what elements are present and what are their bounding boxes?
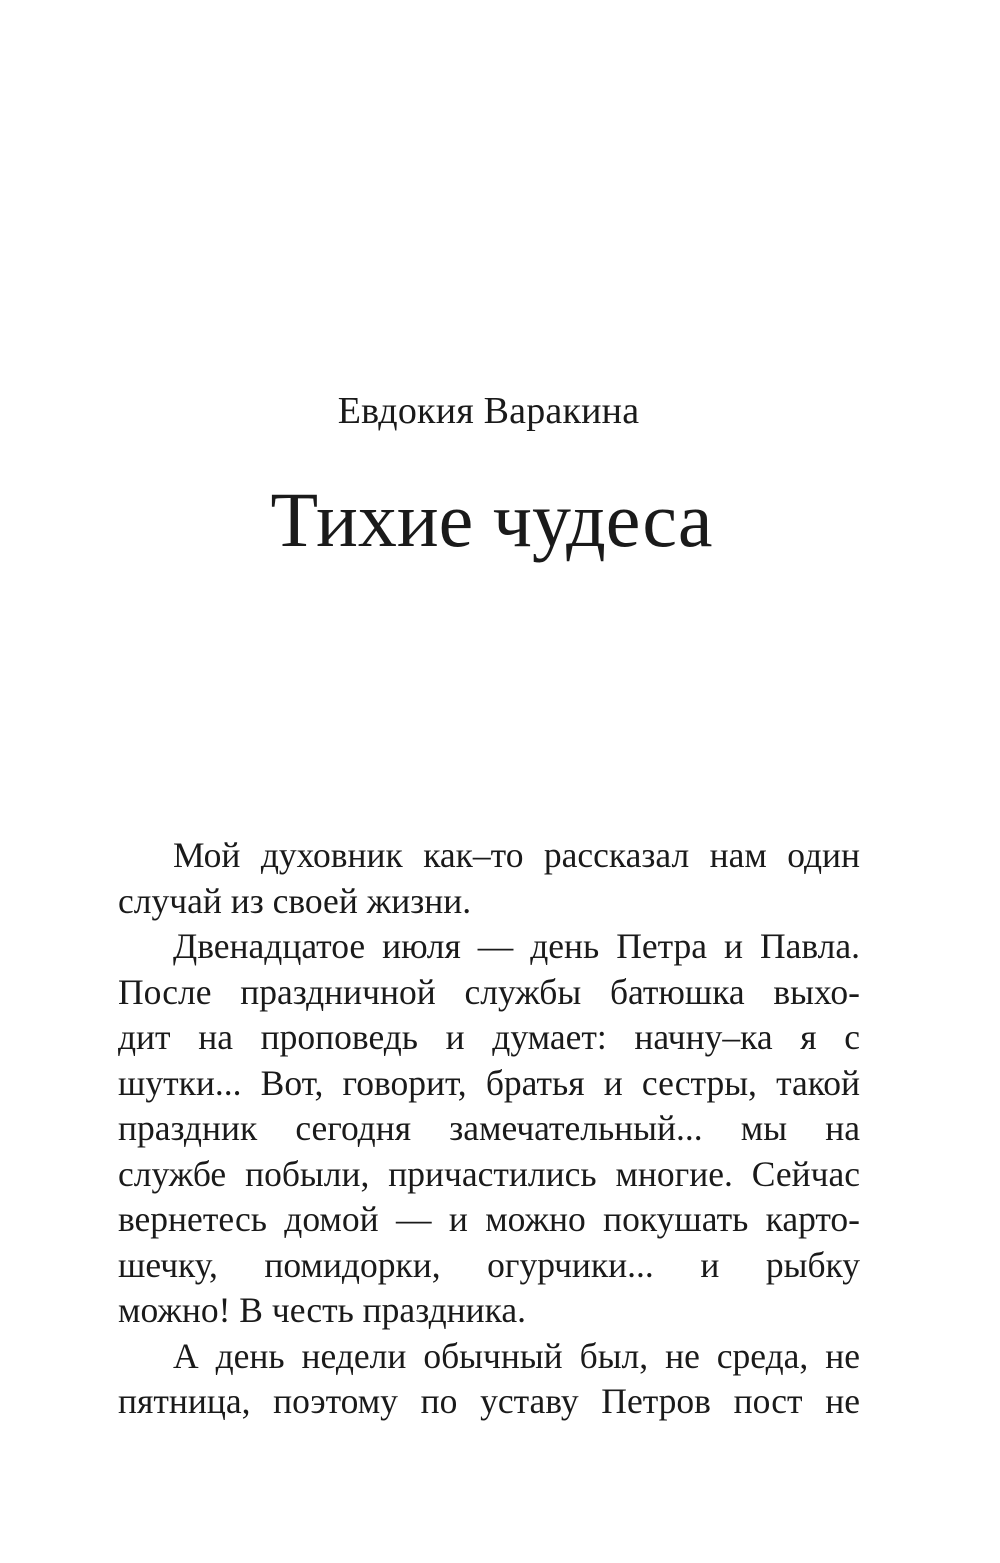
text-line: Двенадцатое июля — день Петра и Павла. (173, 926, 860, 966)
text-line: Мой духовник как–то рассказал нам один (173, 835, 860, 875)
text-line: А день недели обычный был, не среда, не (173, 1335, 860, 1376)
body-text (118, 833, 860, 1425)
book-title: Тихие чудеса (270, 476, 713, 563)
paragraph (118, 833, 860, 924)
text-line: службе побыли, причастились многие. Сейчас (118, 1153, 860, 1194)
text-line: шутки... Вот, говорит, братья и сестры, такой (118, 1062, 860, 1103)
paragraph (118, 1334, 860, 1425)
text-line: пятница, поэтому по уставу Петров пост не (118, 1381, 860, 1421)
text-line: можно! В честь праздника. (118, 1290, 526, 1330)
text-line: случай из своей жизни. (118, 880, 472, 921)
text-line: вернетесь домой — и можно покушать карто- (118, 1199, 860, 1239)
text-line: После праздничной службы батюшка выхо- (118, 971, 860, 1012)
author-name: Евдокия Варакина (337, 390, 640, 432)
text-line: праздник сегодня замечательный... мы на (118, 1108, 860, 1148)
text-line: дит на проповедь и думает: начну–ка я с (118, 1017, 860, 1057)
text-line: шечку, помидорки, огурчики... и рыбку (118, 1244, 860, 1285)
paragraph (118, 924, 860, 1334)
